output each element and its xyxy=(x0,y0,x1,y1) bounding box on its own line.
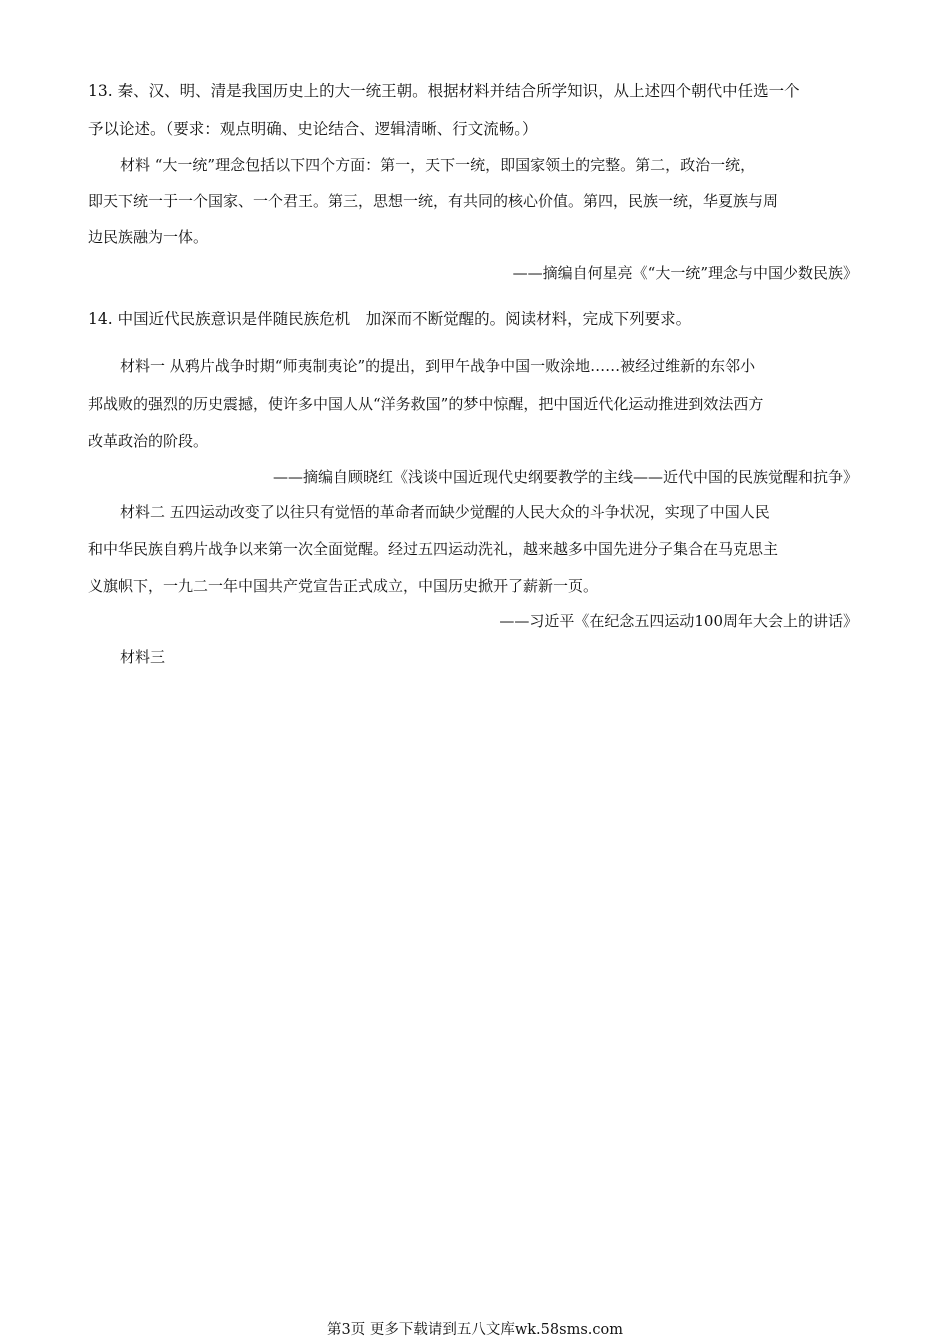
q14-material-1-line-3: 改革政治的阶段。 xyxy=(88,432,209,450)
q14-material-2-line-1: 材料二 五四运动改变了以往只有觉悟的革命者而缺少觉醒的人民大众的斗争状况，实现了中国人民 xyxy=(120,503,770,521)
q13-material-line-3: 边民族融为一体。 xyxy=(88,228,209,246)
q14-intro: 14. 中国近代民族意识是伴随民族危机 加深而不断觉醒的。阅读材料，完成下列要求。 xyxy=(88,310,692,328)
q14-material-1-line-1: 材料一 从鸦片战争时期“师夷制夷论”的提出，到甲午战争中国一败涂地……被经过维新的东邻小 xyxy=(120,357,756,375)
q13-material-line-1: 材料 “大一统”理念包括以下四个方面：第一，天下一统，即国家领土的完整。第二，政治一统， xyxy=(120,156,756,174)
q13-prompt-line-2: 予以论述。（要求：观点明确、史论结合、逻辑清晰、行文流畅。） xyxy=(88,120,538,138)
q14-material-1-line-2: 邦战败的强烈的历史震撼，使许多中国人从“洋务救国”的梦中惊醒，把中国近代化运动推进到效法西方 xyxy=(88,395,764,413)
q13-material-line-2: 即天下统一于一个国家、一个君王。第三，思想一统，有共同的核心价值。第四，民族一统，华夏族与周 xyxy=(88,192,779,210)
q13-source-citation: ——摘编自何星亮《“大一统”理念与中国少数民族》 xyxy=(512,264,858,282)
page-footer: 第3页 更多下载请到五八文库wk.58sms.com xyxy=(327,1322,623,1338)
q13-prompt-line-1: 13. 秦、汉、明、清是我国历史上的大一统王朝。根据材料并结合所学知识，从上述四个朝代中任选一个 xyxy=(88,82,800,100)
q14-material-3-label: 材料三 xyxy=(120,648,166,666)
q14-material-1-source: ——摘编自顾晓红《浅谈中国近现代史纲要教学的主线——近代中国的民族觉醒和抗争》 xyxy=(272,468,858,486)
q14-material-2-line-3: 义旗帜下，一九二一年中国共产党宣告正式成立，中国历史掀开了薪新一页。 xyxy=(88,577,599,595)
q14-material-2-source: ——习近平《在纪念五四运动100周年大会上的讲话》 xyxy=(499,612,858,630)
q14-material-2-line-2: 和中华民族自鸦片战争以来第一次全面觉醒。经过五四运动洗礼，越来越多中国先进分子集合在马克思主 xyxy=(88,540,779,558)
